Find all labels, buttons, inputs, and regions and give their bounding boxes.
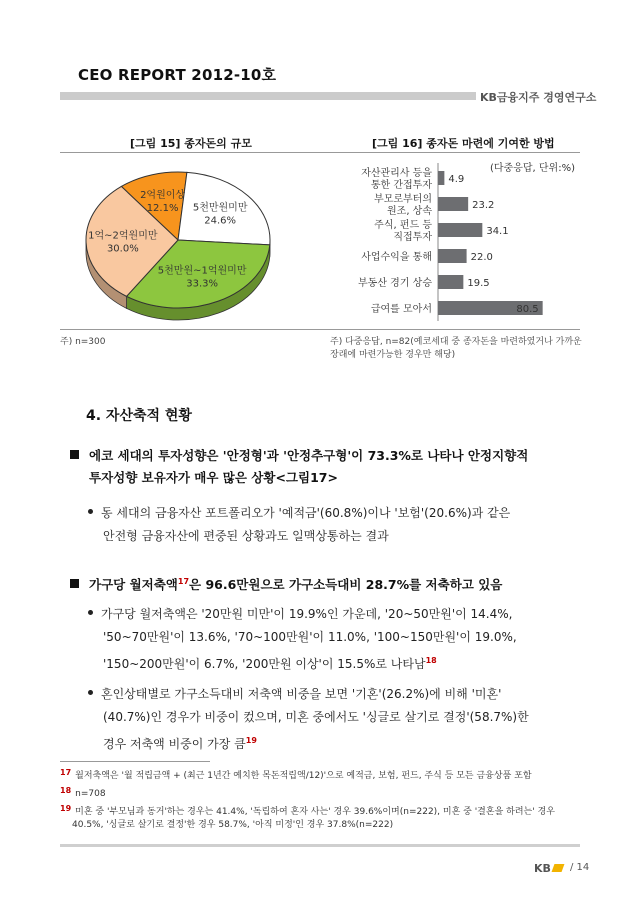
pie-slice-label: 2억원이상 (140, 189, 186, 201)
bar (438, 223, 482, 237)
sub-bullet-text: (40.7%)인 경우가 비중이 컸으며, 미혼 중에서도 '싱글로 살기로 결정'(58.7%)한 (103, 710, 529, 724)
bar-category-label: 급여를 모아서 (370, 304, 432, 315)
footer-rule (60, 844, 580, 847)
footnote-number: 18 (60, 786, 72, 795)
footnote-text: 미혼 중 '부모님과 동거'하는 경우는 41.4%, '독립하여 혼자 사는' 경우 39.6%이며(n=222), 미혼 중 '결혼을 하려는' 경우 (75, 807, 555, 817)
dot-bullet-icon (88, 509, 93, 514)
report-title: CEO REPORT 2012-10호 (78, 66, 277, 84)
footnote-text: 월저축액은 '월 적립금액 + (최근 1년간 예치한 목돈적립액/12)'으로 예적금, 보험, 펀드, 주식 등 모든 금융상품 포함 (75, 771, 532, 781)
footnote-rule (60, 761, 210, 762)
bar-category-label: 부모로부터의 (374, 194, 432, 205)
bar (438, 275, 463, 289)
figure-15-note: 주) n=300 (60, 337, 106, 347)
footnote-19 (60, 802, 580, 832)
bullet-monthly-savings (70, 571, 590, 596)
bar-chart (330, 155, 580, 325)
pie-slice-label: 1억~2억원미만 (88, 230, 158, 242)
chart-unit-note: (다중응답, 단위:%) (490, 163, 575, 174)
footnote-number: 17 (60, 768, 72, 777)
sub-bullet-portfolio (88, 502, 586, 548)
pie-slice-label: 5천만원미만 (192, 202, 248, 214)
square-bullet-icon (70, 579, 79, 588)
pie-chart (66, 152, 306, 327)
bar-value-label: 23.2 (472, 200, 495, 211)
sub-bullet-marital-status (88, 683, 586, 756)
footer-kb-logo (534, 862, 563, 875)
sub-bullet-text: 혼인상태별로 가구소득대비 저축액 비중을 보면 '기혼'(26.2%)에 비해 '미혼' (101, 687, 502, 701)
footnote-17 (60, 766, 580, 783)
bullet-investment-style (70, 445, 590, 489)
bullet-text: 투자성향 보유자가 매우 많은 상황<그림17> (89, 470, 338, 485)
footnote-ref[interactable]: 17 (177, 577, 190, 586)
bullet-text: 에코 세대의 투자성향은 '안정형'과 '안정추구형'이 73.3%로 나타나 안정지향적 (89, 448, 529, 463)
pie-value-label: 33.3% (186, 278, 219, 290)
figure-16-title: [그림 16] 종자돈 마련에 기여한 방법 (372, 137, 555, 150)
sub-bullet-text: 경우 저축액 비중이 가장 큼 (103, 737, 246, 751)
footer-logo-text: KB (534, 862, 551, 875)
section-heading: 4. 자산축적 현황 (86, 408, 192, 424)
square-bullet-icon (70, 450, 79, 459)
bar-category-label: 주식, 펀드 등 (374, 220, 432, 231)
footnote-ref[interactable]: 19 (245, 736, 257, 745)
bar-value-label: 34.1 (486, 226, 509, 237)
sub-bullet-text: 동 세대의 금융자산 포트폴리오가 '예적금'(60.8%)이나 '보험'(20.6%)과 같은 (101, 506, 511, 520)
sub-bullet-text: 안전형 금융자산에 편중된 상황과도 일맥상통하는 결과 (103, 529, 389, 543)
figure-16-note: 주) 다중응답, n=82(예코세대 중 종자돈을 마련하였거나 가까운 장래에 마련가능한 경우만 해당) (330, 337, 582, 360)
footnote-ref[interactable]: 18 (425, 656, 437, 665)
bar-value-label: 4.9 (448, 174, 465, 185)
dot-bullet-icon (88, 610, 93, 615)
footnote-18 (60, 784, 580, 801)
figure-bottom-rule (60, 329, 580, 330)
bar-value-label: 19.5 (467, 278, 490, 289)
pie-slice-label: 5천만원~1억원미만 (157, 265, 247, 277)
sub-bullet-text: '50~70만원'이 13.6%, '70~100만원'이 11.0%, '100~150만원'이 19.0%, (103, 630, 517, 644)
footnote-text: n=708 (75, 789, 106, 799)
bar-category-label: 원조, 상속 (387, 206, 432, 217)
footnote-text: 40.5%, '싱글로 살기로 결정'한 경우 58.7%, '아직 미정'인 경우 37.8%(n=222) (72, 820, 394, 830)
bar-category-label: 사업수익을 통해 (361, 252, 432, 263)
bullet-text: 은 96.6만원으로 가구소득대비 28.7%를 저축하고 있음 (189, 577, 503, 593)
figure-15-title: [그림 15] 종자돈의 규모 (130, 137, 252, 150)
bar (438, 171, 444, 185)
sub-bullet-text: 가구당 월저축액은 '20만원 미만'이 19.9%인 가운데, '20~50만원'이 14.4%, (101, 607, 513, 621)
bar-category-label: 직접투자 (393, 232, 432, 243)
dot-bullet-icon (88, 690, 93, 695)
sub-bullet-savings-distribution (88, 603, 586, 676)
pie-value-label: 24.6% (204, 215, 237, 227)
pie-value-label: 12.1% (146, 202, 179, 214)
bar-category-label: 자산관리사 등을 (361, 168, 432, 179)
bar (438, 249, 467, 263)
bar (438, 197, 468, 211)
footnote-number: 19 (60, 804, 72, 813)
kb-star-icon (551, 864, 564, 872)
pie-value-label: 30.0% (106, 243, 139, 255)
bar-value-label: 80.5 (516, 304, 539, 315)
sub-bullet-text: '150~200만원'이 6.7%, '200만원 이상'이 15.5%로 나타남 (103, 657, 426, 671)
logo-text: KB금융지주 경영연구소 (480, 91, 597, 104)
page-number: / 14 (570, 862, 590, 873)
bar-value-label: 22.0 (470, 252, 493, 263)
bar-category-label: 부동산 경기 상승 (358, 278, 432, 289)
bar-category-label: 통한 간접투자 (370, 180, 432, 191)
bullet-text: 가구당 월저축액 (89, 577, 178, 593)
kb-logo (476, 88, 597, 106)
